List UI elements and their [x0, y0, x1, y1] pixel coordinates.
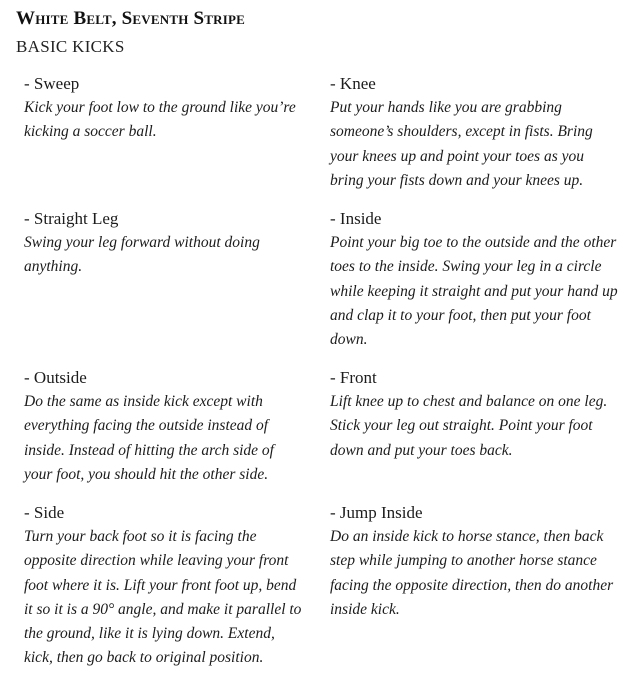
kick-name: - Straight Leg — [24, 209, 119, 228]
kick-entry-straight-leg — [24, 207, 306, 280]
kick-entry-side — [24, 501, 306, 671]
kick-description: Put your hands like you are grabbing someone’s shoulders, except in fists. Bring your knees up and point your toes as you bring your fists down and your knees up. — [330, 99, 593, 189]
kick-name: - Outside — [24, 368, 87, 387]
kick-name: - Front — [330, 368, 377, 387]
kick-name: - Knee — [330, 74, 376, 93]
kick-entry-outside — [24, 366, 306, 487]
kick-description: Kick your foot low to the ground like you’re kicking a soccer ball. — [24, 99, 296, 141]
kick-description: Do an inside kick to horse stance, then back step while jumping to another horse stance facing the opposite direction, then do another inside kick. — [330, 528, 614, 618]
kick-name: - Inside — [330, 209, 382, 228]
page-title: White Belt, Seventh Stripe — [16, 8, 245, 29]
kick-entry-knee — [330, 72, 620, 193]
kick-description: Swing your leg forward without doing anything. — [24, 234, 260, 276]
kick-description: Point your big toe to the outside and the other toes to the inside. Swing your leg in a circle while keeping it straight and put your hand up and clap it to your foot, then put your foot down. — [330, 234, 618, 349]
kick-entry-sweep — [24, 72, 306, 145]
kick-entry-inside — [330, 207, 620, 352]
kick-name: - Side — [24, 503, 65, 522]
kick-description: Lift knee up to chest and balance on one leg. Stick your leg out straight. Point your foot down and put your toes back. — [330, 393, 608, 459]
kick-entry-front — [330, 366, 620, 463]
kick-description: Do the same as inside kick except with everything facing the outside instead of inside. Instead of hitting the arch side of your foot, you should hit the other side. — [24, 393, 274, 483]
kick-name: - Sweep — [24, 74, 80, 93]
kick-description: Turn your back foot so it is facing the opposite direction while leaving your front foot where it is. Lift your front foot up, bend it so it is a 90° angle, and make it parallel to the ground, like it is lying down. Extend, kick, then go back to original position. — [24, 528, 302, 667]
kick-entry-jump-inside — [330, 501, 620, 622]
section-heading: BASIC KICKS — [16, 37, 125, 56]
kick-name: - Jump Inside — [330, 503, 423, 522]
